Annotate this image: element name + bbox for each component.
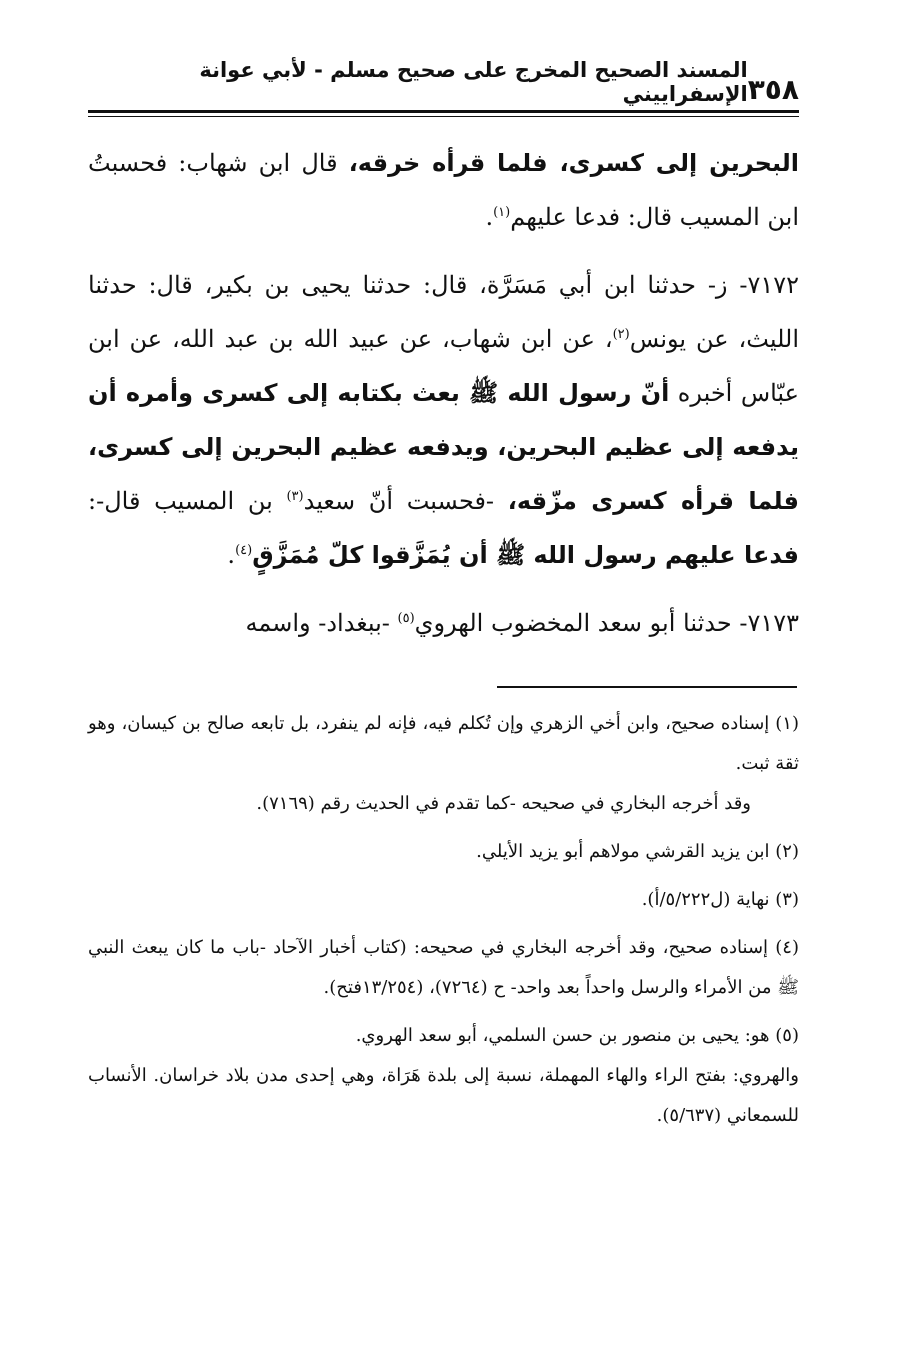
footnote-5: (٥) هو: يحيى بن منصور بن حسن السلمي، أبو سعد الهروي. [355, 1025, 799, 1046]
header-rule-thin [88, 116, 799, 117]
footnote-2: (٢) ابن يزيد القرشي مولاهم أبو يزيد الأيلي. [476, 841, 799, 862]
header-rule [88, 110, 799, 113]
footnote-ref: (٢) [612, 327, 630, 342]
page-number: ٣٥٨ [747, 73, 799, 106]
isnad-text: -ببغداد- واسمه [245, 609, 398, 637]
running-title: المسند الصحيح المخرج على صحيح مسلم - لأبي عوانة الإسفراييني [199, 58, 748, 106]
footnote-separator [497, 686, 797, 688]
footnotes [88, 704, 799, 1136]
narration-text: قال ابن شهاب: فحسبتُ ابن المسيب قال: فدعا عليهم [88, 149, 799, 231]
footnote-3: (٣) نهاية (ل٥/٢٢٢/أ). [641, 889, 799, 910]
footnote-ref: (٣) [286, 489, 304, 504]
punctuation: . [227, 541, 236, 569]
footnote-4: (٤) إسناده صحيح، وقد أخرجه البخاري في صحيحه: (كتاب أخبار الآحاد -باب ما كان يبعث النبي ﷺ من الأمراء والرسل واحداً بعد واحد- ح (٧٢٦٤)، (١٣/٢٥٤فتح). [88, 937, 799, 998]
hadith-text-bold: البحرين إلى كسرى، فلما قرأه خرقه، [348, 149, 800, 177]
hadith-text-bold: فدعا عليهم رسول الله ﷺ أن يُمَزَّقوا كلّ مُمَزَّقٍ [252, 541, 799, 569]
hadith-text-bold: أنّ رسول الله ﷺ بعث بكتابه إلى كسرى وأمره أن يدفعه إلى عظيم البحرين، ويدفعه عظيم البحرين إلى كسرى، فلما قرأه كسرى مزّقه، [88, 379, 800, 515]
hadith-7172 [88, 258, 799, 582]
footnote-ref: (١) [493, 205, 511, 220]
main-text [88, 136, 799, 650]
punctuation: . [485, 203, 494, 231]
footnote-ref: (٥) [397, 611, 415, 626]
footnote-5-continued: والهروي: بفتح الراء والهاء المهملة، نسبة إلى بلدة هَرَاة، وهي إحدى مدن بلاد خراسان. الأنساب للسمعاني (٥/٦٣٧). [88, 1065, 799, 1126]
hadith-7173 [88, 596, 799, 650]
narration-text: بن المسيب قال-: [88, 487, 287, 515]
page-header [88, 58, 799, 106]
footnote-1-continued: وقد أخرجه البخاري في صحيحه -كما تقدم في الحديث رقم (٧١٦٩). [256, 793, 751, 814]
footnote-1: (١) إسناده صحيح، وابن أخي الزهري وإن تُكلم فيه، فإنه لم ينفرد، بل تابعه صالح بن كيسان، وهو ثقة ثبت. [88, 713, 799, 774]
narration-text: -فحسبت أنّ سعيد [303, 487, 508, 515]
isnad-text: ، عن ابن شهاب، عن عبيد الله بن عبد الله، عن ابن عبّاس أخبره [88, 325, 799, 407]
paragraph-continuation [88, 136, 799, 244]
isnad-text: ٧١٧٣- حدثنا أبو سعد المخضوب الهروي [414, 609, 799, 637]
isnad-text: ٧١٧٢- ز- حدثنا ابن أبي مَسَرَّة، قال: حدثنا يحيى بن بكير، قال: حدثنا الليث، عن يونس [88, 271, 799, 353]
footnote-ref: (٤) [235, 543, 253, 558]
